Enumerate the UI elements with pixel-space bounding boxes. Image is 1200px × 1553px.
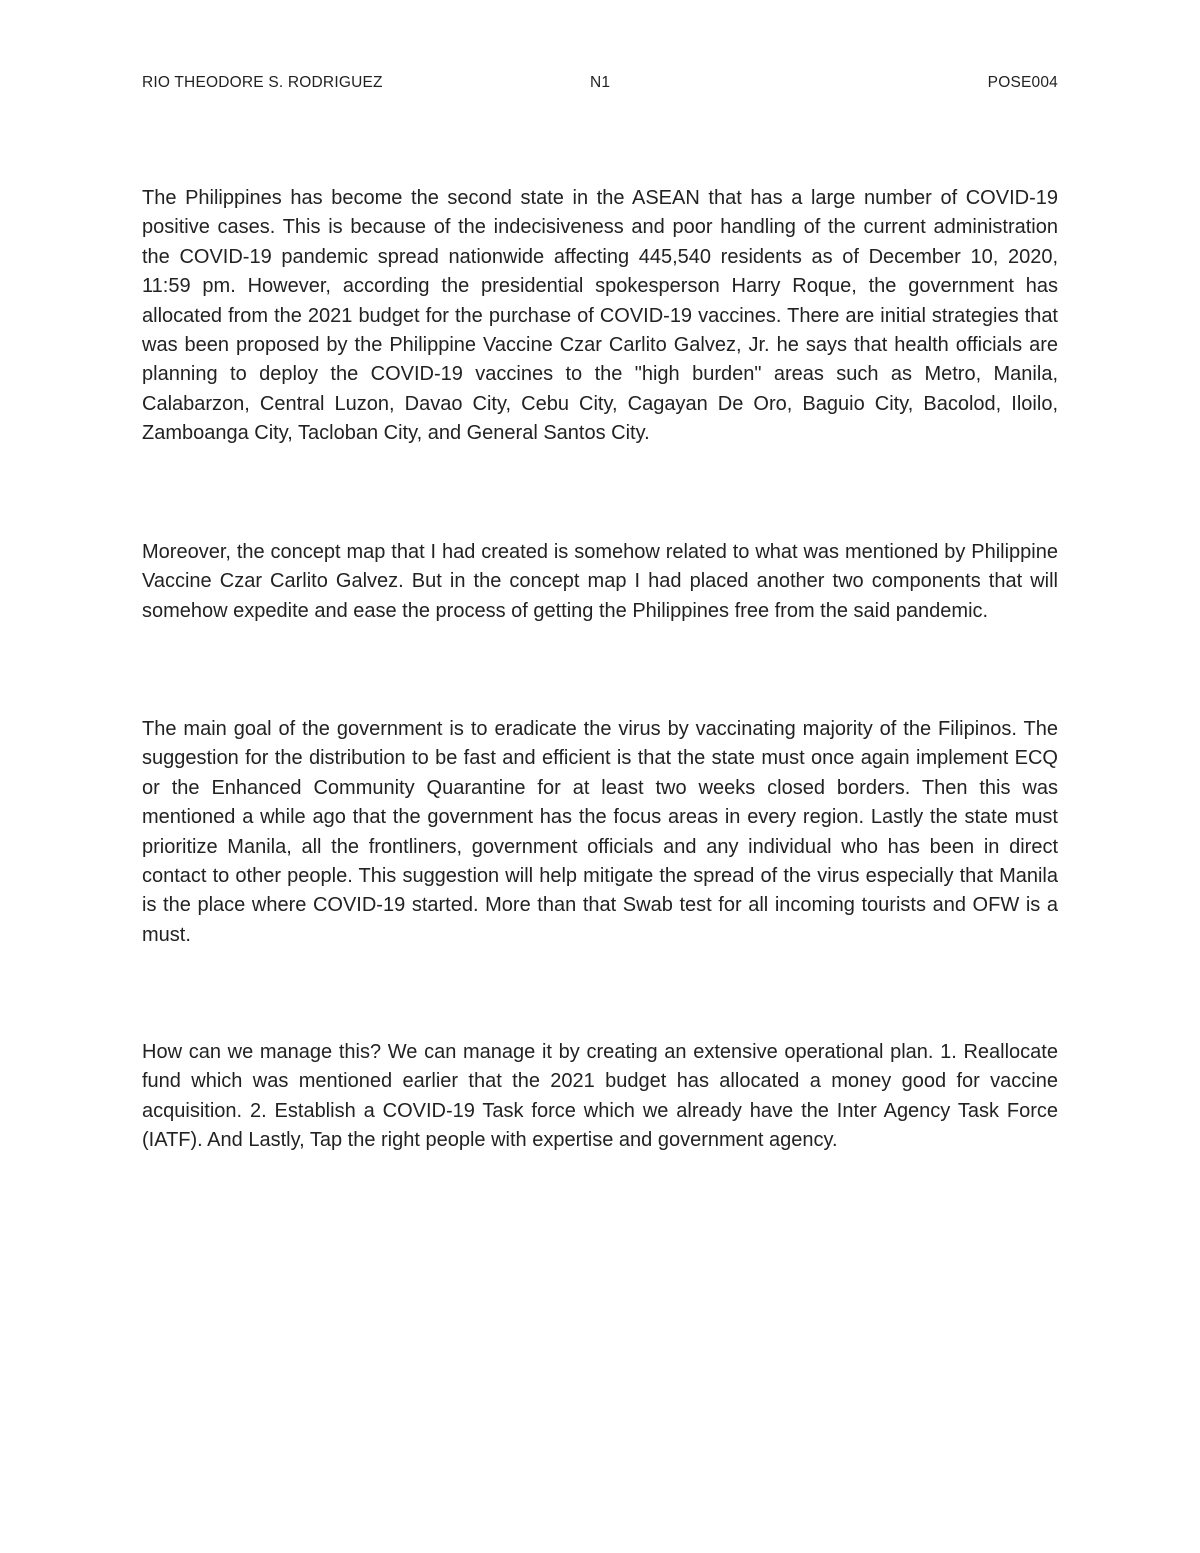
author-name: RIO THEODORE S. RODRIGUEZ (142, 74, 383, 91)
paragraph-covid-situation: The Philippines has become the second state in the ASEAN that has a large number of COVID-19 positive cases. This is because of the indecisiveness and poor handling of the current administration the COVID-19 pandemic spread nationwide affecting 445,540 residents as of December 10, 2020, 11:59 pm. However, according the presidential spokesperson Harry Roque, the government has allocated from the 2021 budget for the purchase of COVID-19 vaccines. There are initial strategies that was been proposed by the Philippine Vaccine Czar Carlito Galvez, Jr. he says that health officials are planning to deploy the COVID-19 vaccines to the "high burden" areas such as Metro, Manila, Calabarzon, Central Luzon, Davao City, Cebu City, Cagayan De Oro, Baguio City, Bacolod, Iloilo, Zamboanga City, Tacloban City, and General Santos City. (142, 187, 1058, 445)
course-code: POSE004 (987, 74, 1058, 91)
page-header (142, 74, 1058, 98)
section-code: N1 (590, 74, 611, 91)
paragraph-operational-plan: How can we manage this? We can manage it by creating an extensive operational plan. 1. Reallocate fund which was mentioned earlier that the 2021 budget has allocated a money good for vaccine acquisition. 2. Establish a COVID-19 Task force which we already have the Inter Agency Task Force (IATF). And Lastly, Tap the right people with expertise and government agency. (142, 1041, 1058, 1152)
paragraph-concept-map: Moreover, the concept map that I had created is somehow related to what was mentioned by Philippine Vaccine Czar Carlito Galvez. But in the concept map I had placed another two components that will somehow expedite and ease the process of getting the Philippines free from the said pandemic. (142, 541, 1058, 622)
paragraph-main-goal: The main goal of the government is to eradicate the virus by vaccinating majority of the Filipinos. The suggestion for the distribution to be fast and efficient is that the state must once again implement ECQ or the Enhanced Community Quarantine for at least two weeks closed borders. Then this was mentioned a while ago that the government has the focus areas in every region. Lastly the state must prioritize Manila, all the frontliners, government officials and any individual who has been in direct contact to other people. This suggestion will help mitigate the spread of the virus especially that Manila is the place where COVID-19 started. More than that Swab test for all incoming tourists and OFW is a must. (142, 718, 1058, 946)
